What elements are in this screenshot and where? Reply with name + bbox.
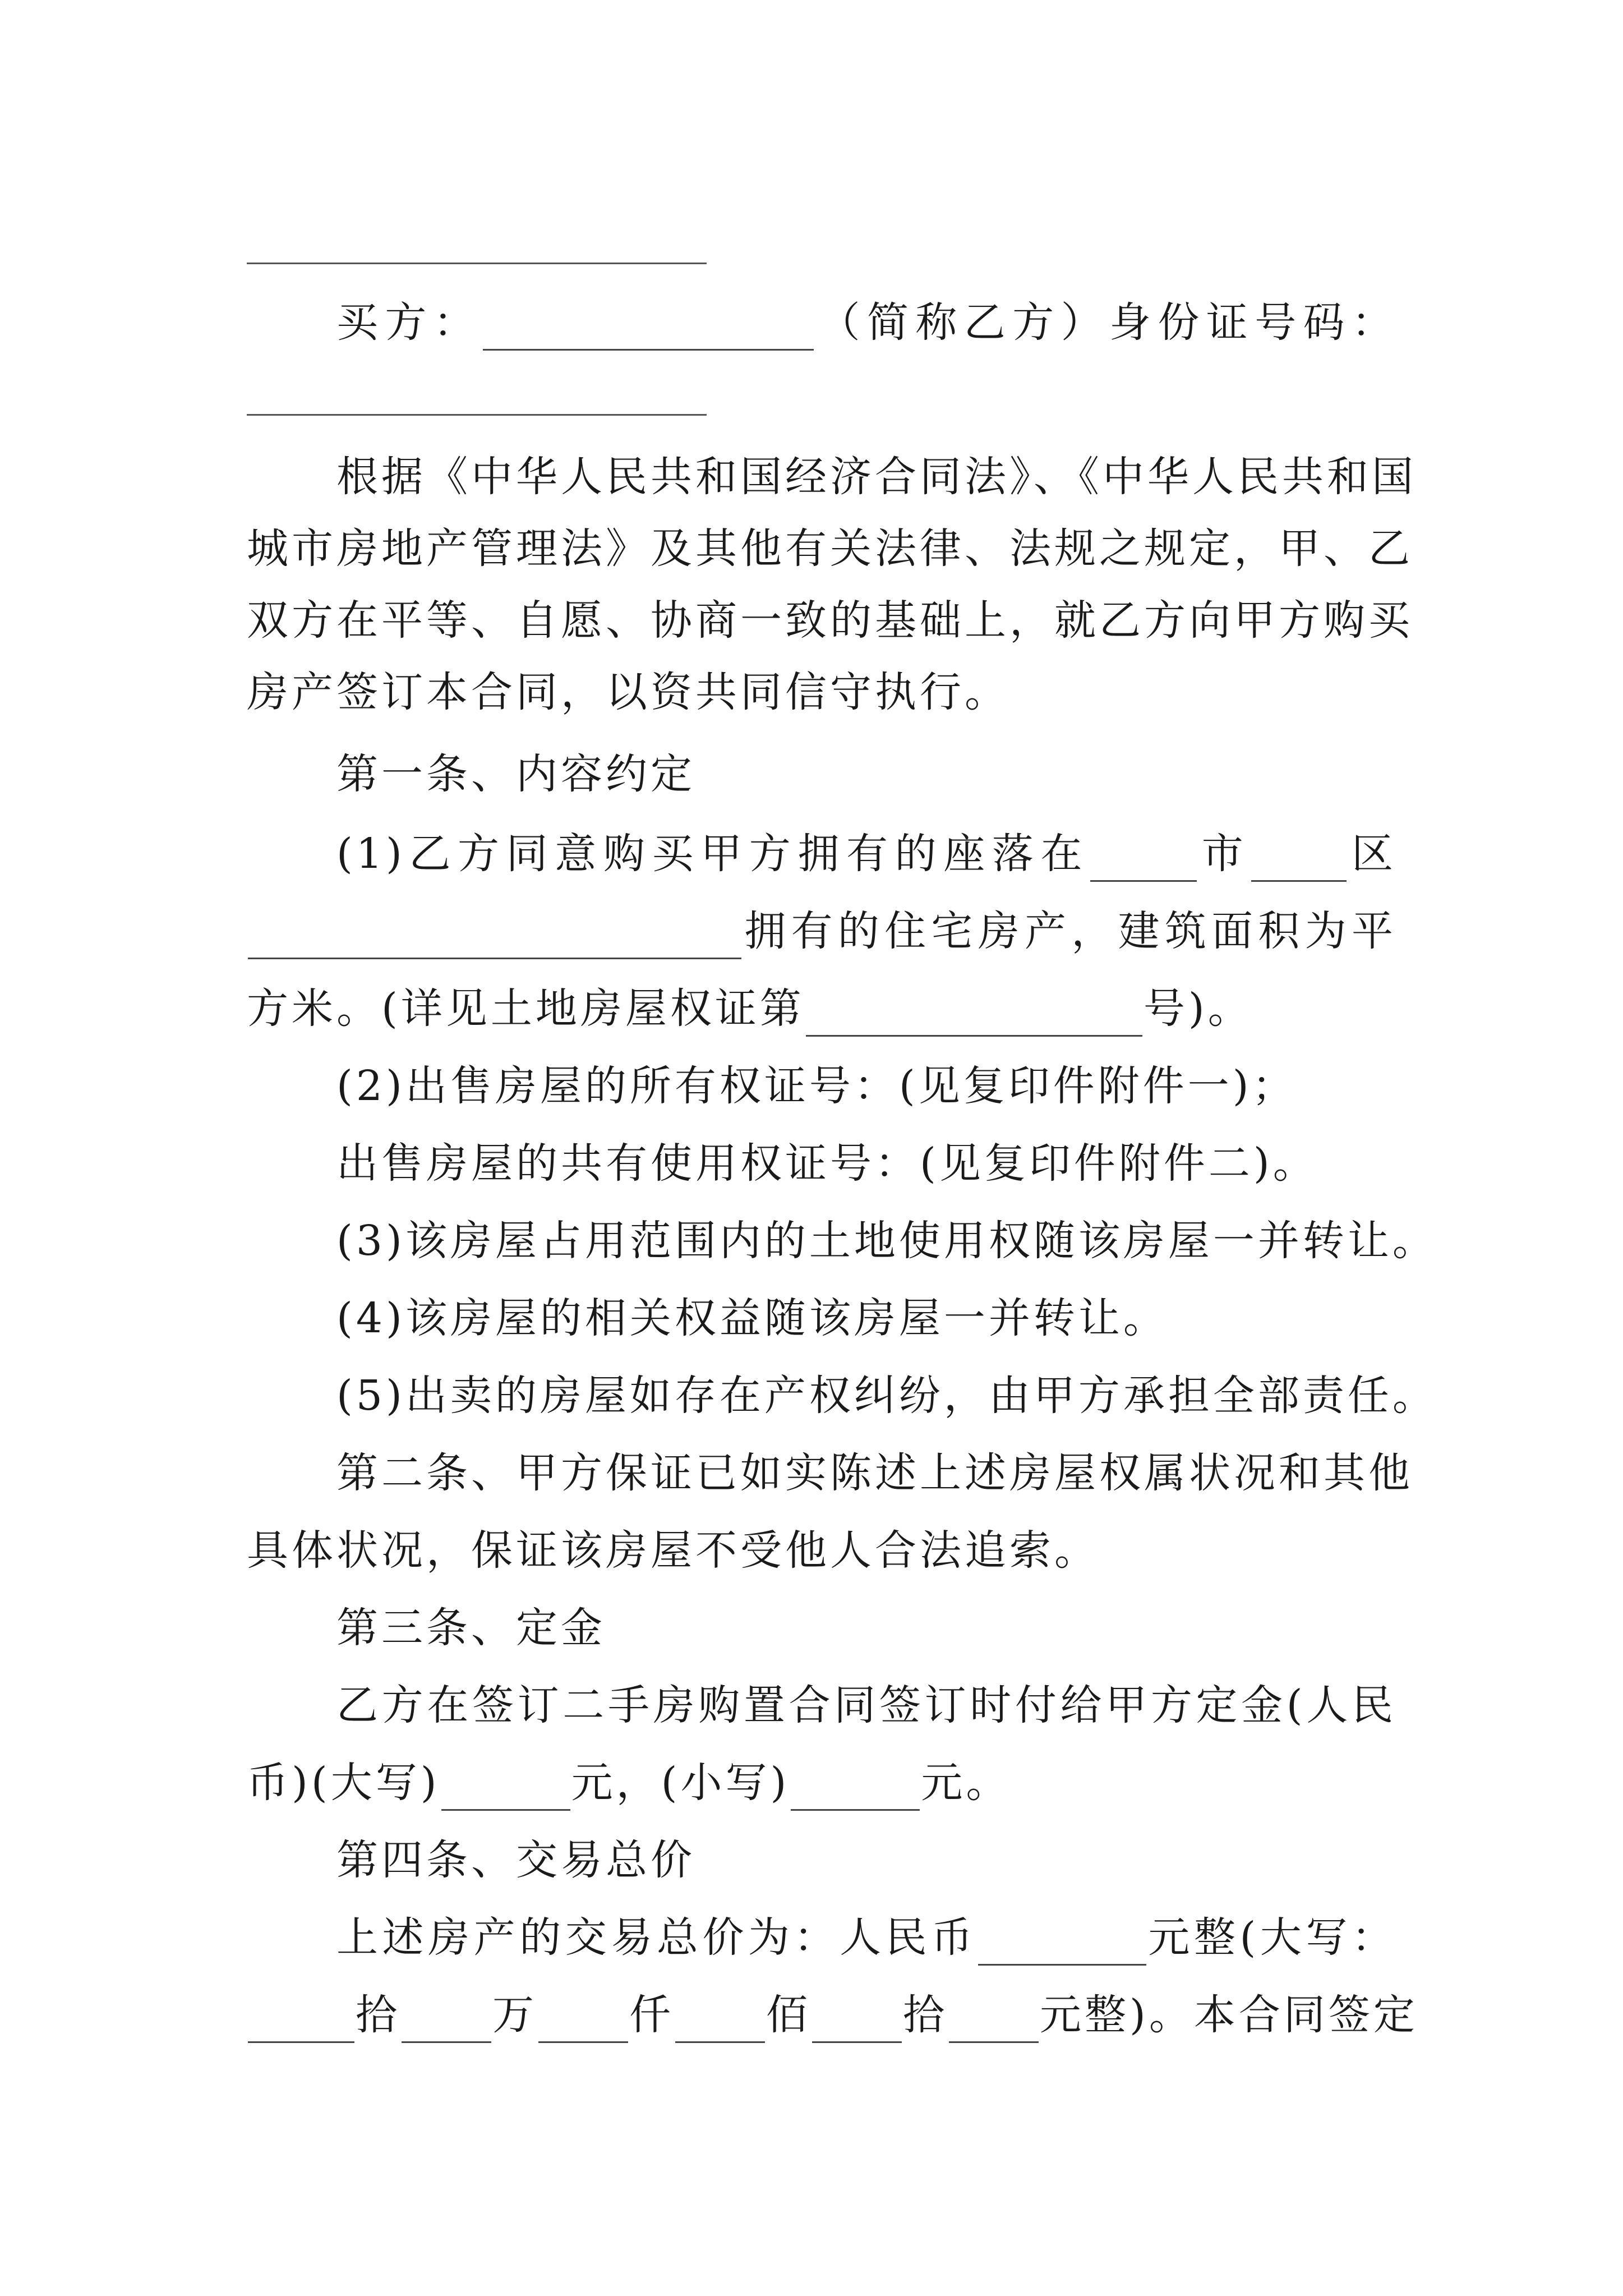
- article1-item2b: 出售房屋的共有使用权证号：(见复印件附件二)。: [336, 1139, 1318, 1188]
- deposit-text-b: 元，(小写): [571, 1759, 790, 1807]
- district-blank: [1251, 841, 1347, 882]
- address-blank: [248, 918, 741, 959]
- item1-text-d: 号)。: [1143, 984, 1253, 1033]
- article1-item4: (4)该房屋的相关权益随该房屋一并转让。: [336, 1294, 1168, 1342]
- amount-blank-1: [248, 2002, 354, 2043]
- article1-item1-line1: [336, 826, 1396, 887]
- amount-blank-5: [812, 2002, 902, 2043]
- intro-line-4: 房产签订本合同，以资共同信守执行。: [247, 668, 1009, 716]
- article2-line1: 第二条、甲方保证已如实陈述上述房屋权属状况和其他: [336, 1449, 1413, 1497]
- intro-line-1: 根据《中华人民共和国经济合同法》、《中华人民共和国: [336, 453, 1417, 501]
- article1-item2: (2)出售房屋的所有权证号：(见复印件附件一)；: [336, 1062, 1297, 1110]
- article4-title: 第四条、交易总价: [336, 1836, 695, 1884]
- unit-shi: 拾: [356, 1991, 400, 2039]
- amount-blank-4: [675, 2002, 765, 2043]
- article1-item1-line3: [247, 981, 1396, 1042]
- price-text-b: 元整(大写：: [1147, 1913, 1397, 1962]
- item1-text-a: (1)乙方同意购买甲方拥有的座落在: [336, 830, 1090, 878]
- item1-district: 区: [1348, 830, 1397, 878]
- article2-line2: 具体状况，保证该房屋不受他人合法追索。: [247, 1526, 1099, 1575]
- deposit-capital-blank: [441, 1770, 570, 1811]
- article1-item3: (3)该房屋占用范围内的土地使用权随该房屋一并转让。: [336, 1217, 1437, 1265]
- deposit-text-c: 元。: [921, 1759, 1011, 1807]
- item1-text-b: 拥有的住宅房产，建筑面积为平: [743, 907, 1396, 955]
- article3-title: 第三条、定金: [336, 1604, 606, 1652]
- unit-bai: 佰: [766, 1991, 811, 2039]
- article3-line2: [247, 1755, 1396, 1816]
- buyer-id-blank-rule: [247, 414, 707, 416]
- article3-line1: 乙方在签订二手房购置合同签订时付给甲方定金(人民: [336, 1681, 1396, 1729]
- intro-line-3: 双方在平等、自愿、协商一致的基础上，就乙方向甲方购买: [247, 596, 1413, 645]
- article4-line1: [336, 1910, 1396, 1971]
- article1-item5: (5)出卖的房屋如存在产权纠纷，由甲方承担全部责任。: [336, 1372, 1437, 1420]
- unit-wan: 万: [492, 1991, 537, 2039]
- buyer-name-blank: [483, 310, 814, 351]
- city-blank: [1090, 841, 1197, 882]
- article1-title: 第一条、内容约定: [336, 750, 695, 798]
- unit-qian: 仟: [629, 1991, 674, 2039]
- price-text-a: 上述房产的交易总价为：人民币: [336, 1913, 977, 1962]
- certificate-blank: [806, 996, 1142, 1037]
- amount-blank-6: [949, 2002, 1039, 2043]
- unit-shi-2: 拾: [903, 1991, 948, 2039]
- item1-city: 市: [1198, 830, 1251, 878]
- buyer-line: [336, 295, 1396, 356]
- price-text-end: 元整)。本合同签定: [1040, 1991, 1418, 2039]
- buyer-label: 买方：: [336, 298, 482, 347]
- intro-line-2: 城市房地产管理法》及其他有关法律、法规之规定，甲、乙: [247, 524, 1413, 573]
- buyer-suffix: （简称乙方）身份证号码：: [815, 298, 1397, 347]
- item1-text-c: 方米。(详见土地房屋权证第: [247, 984, 805, 1033]
- price-blank: [978, 1925, 1146, 1966]
- article4-line2: [247, 1987, 1418, 2049]
- blank-rule-top: [247, 263, 707, 264]
- deposit-numeric-blank: [791, 1770, 920, 1811]
- amount-blank-2: [402, 2002, 491, 2043]
- article1-item1-line2: [247, 903, 1396, 965]
- amount-blank-3: [538, 2002, 628, 2043]
- deposit-text-a: 币)(大写): [247, 1759, 440, 1807]
